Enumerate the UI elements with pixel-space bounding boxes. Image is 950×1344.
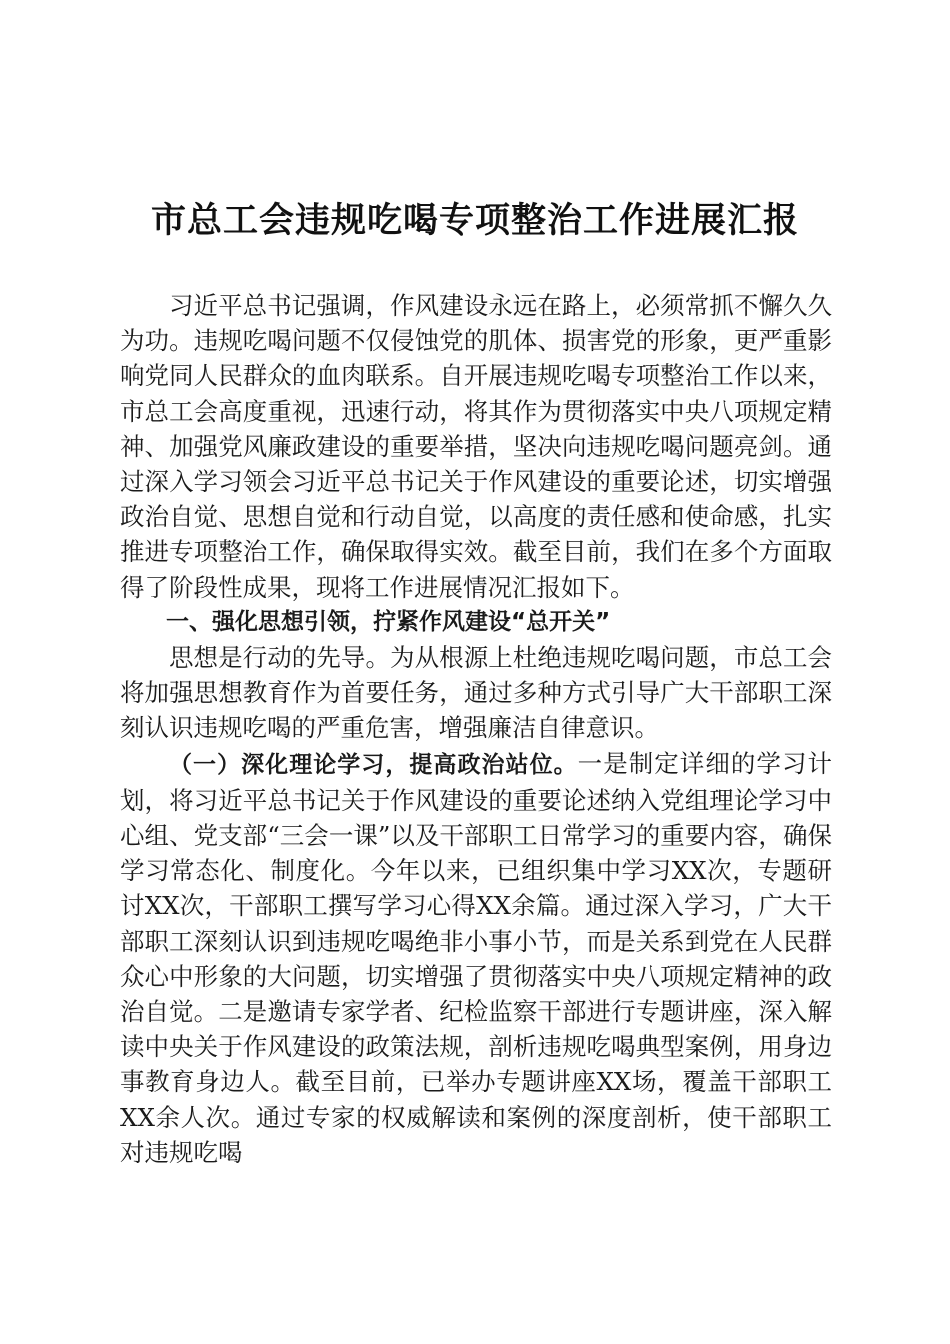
subsection-paragraph (120, 746, 832, 1170)
document-title: 市总工会违规吃喝专项整治工作进展汇报 (150, 200, 799, 241)
intro-paragraph: 习近平总书记强调，作风建设永远在路上，必须常抓不懈久久为功。违规吃喝问题不仅侵蚀党的肌体、损害党的形象，更严重影响党同人民群众的血肉联系。自开展违规吃喝专项整治工作以来，市总工会高度重视，迅速行动，将其作为贯彻落实中央八项规定精神、加强党风廉政建设的重要举措，坚决向违规吃喝问题亮剑。通过深入学习领会习近平总书记关于作风建设的重要论述，切实增强政治自觉、思想自觉和行动自觉，以高度的责任感和使命感，扎实推进专项整治工作，确保取得实效。截至目前，我们在多个方面取得了阶段性成果，现将工作进展情况汇报如下。 (120, 291, 832, 602)
section-paragraph: 思想是行动的先导。为从根源上杜绝违规吃喝问题，市总工会将加强思想教育作为首要任务，通过多种方式引导广大干部职工深刻认识违规吃喝的严重危害，增强廉洁自律意识。 (120, 643, 832, 743)
subsection-body: 一是制定详细的学习计划，将习近平总书记关于作风建设的重要论述纳入党组理论学习中心组、党支部“三会一课”以及干部职工日常学习的重要内容，确保学习常态化、制度化。今年以来，已组织集中学习XX次，专题研讨XX次，干部职工撰写学习心得XX余篇。通过深入学习，广大干部职工深刻认识到违规吃喝绝非小事小节，而是关系到党在人民群众心中形象的大问题，切实增强了贯彻落实中央八项规定精神的政治自觉。二是邀请专家学者、纪检监察干部进行专题讲座，深入解读中央关于作风建设的政策法规，剖析违规吃喝典型案例，用身边事教育身边人。截至目前，已举办专题讲座XX场，覆盖干部职工XX余人次。通过专家的权威解读和案例的深度剖析，使干部职工对违规吃喝 (120, 748, 833, 1167)
section-heading: 一、强化思想引领，拧紧作风建设“总开关” (166, 608, 611, 635)
subsection-title: （一）深化理论学习，提高政治站位。 (169, 751, 578, 778)
document-body (120, 288, 832, 1170)
